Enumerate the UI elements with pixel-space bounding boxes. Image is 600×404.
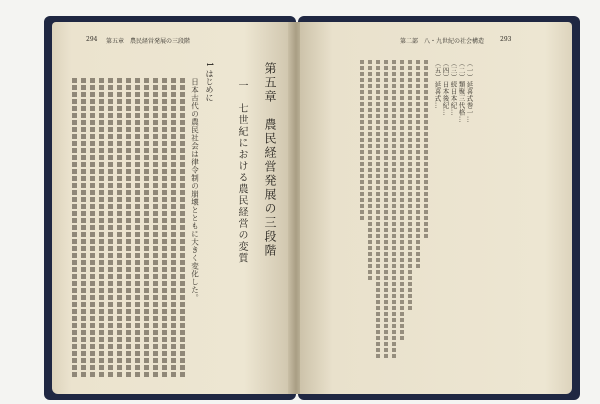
- note-line: （二）類聚三代格…: [457, 60, 466, 123]
- chapter-title: 第五章 農民経営発展の三段階: [263, 62, 277, 258]
- note-line: （四）日本後紀…: [441, 60, 450, 116]
- left-page: [52, 22, 292, 394]
- right-page-number: 293: [500, 36, 512, 43]
- note-line: （三）続日本紀…: [449, 60, 458, 116]
- left-page-number: 294: [86, 36, 98, 43]
- right-page: [300, 22, 572, 394]
- body-text-first-line: 日本古代の農民社会は律令制の崩壊とともに大きく変化した。: [190, 78, 200, 302]
- note-line: （五）延喜式…: [433, 60, 442, 109]
- section-title: 一 七世紀における農民経営の変質: [236, 80, 247, 264]
- subsection-heading: 1 はじめに: [205, 62, 214, 102]
- right-page-running-head: 第二部 八・九世紀の社会構造: [400, 38, 485, 45]
- note-line: （一）延喜式巻一…: [465, 60, 474, 123]
- left-page-running-head: 第五章 農民経営発展の三段階: [106, 38, 191, 45]
